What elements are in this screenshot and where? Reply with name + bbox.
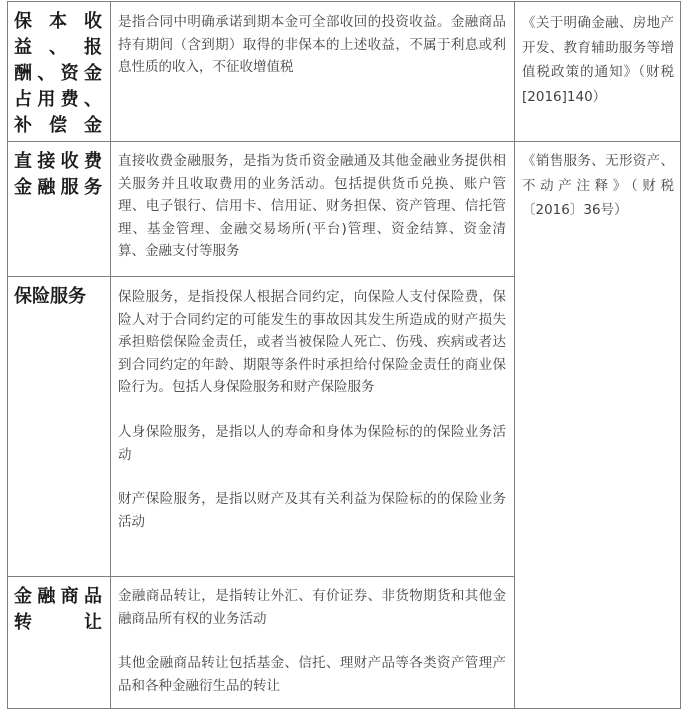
description-paragraph: 人身保险服务，是指以人的寿命和身体为保险标的的保险业务活动 xyxy=(118,423,506,463)
row-label xyxy=(14,284,106,310)
row-label-text: 保险服务 xyxy=(14,286,86,307)
row-label xyxy=(14,9,102,139)
description-paragraph: 保险服务，是指投保人根据合同约定，向保险人支付保险费，保险人对于合同约定的可能发生的事故因其发生所造成的财产损失承担赔偿保险金责任，或者当被保险人死亡、伤残、疾病或者达到合同约定的年龄、期限等条件时承担给付保险金责任的商业保险行为。包括人身保险服务和财产保险服务 xyxy=(118,289,506,396)
row-reference xyxy=(522,11,674,109)
column-divider xyxy=(514,1,515,709)
row-divider xyxy=(7,576,514,577)
row-divider xyxy=(7,276,514,277)
column-divider xyxy=(110,1,111,709)
row-label-text: 金融商品转让 xyxy=(14,586,102,633)
table-bottom-border xyxy=(7,708,680,709)
row-reference xyxy=(522,149,674,223)
row-label-text: 保本收益、报酬、资金占用费、补偿金 xyxy=(14,11,102,136)
description-paragraph: 其他金融商品转让包括基金、信托、理财产品等各类资产管理产品和各种金融衍生品的转让 xyxy=(118,655,506,694)
row-description xyxy=(118,11,506,79)
row-label xyxy=(14,584,102,636)
row-description xyxy=(118,150,506,263)
description-paragraph: 是指合同中明确承诺到期本金可全部收回的投资收益。金融商品持有期间（含到期）取得的非保本的上述收益，不属于利息或利息性质的收入，不征收增值税 xyxy=(118,14,506,76)
row-divider xyxy=(7,141,680,142)
row-description xyxy=(118,286,506,533)
description-paragraph: 金融商品转让，是指转让外汇、有价证券、非货物期货和其他金融商品所有权的业务活动 xyxy=(118,588,506,627)
table-left-border xyxy=(7,1,8,709)
row-label xyxy=(14,149,102,201)
description-paragraph: 直接收费金融服务，是指为货币资金融通及其他金融业务提供相关服务并且收取费用的业务活动。包括提供货币兑换、账户管理、电子银行、信用卡、信用证、财务担保、资产管理、信托管理、基金管理、金融交易场所(平台)管理、资金结算、资金清算、金融支付等服务 xyxy=(118,153,506,260)
reference-text: 《销售服务、无形资产、不动产注释》（财税〔2016〕36号） xyxy=(522,153,674,218)
row-label-text: 直接收费金融服务 xyxy=(14,151,102,198)
table-right-border xyxy=(680,1,681,709)
description-paragraph: 财产保险服务，是指以财产及其有关利益为保险标的的保险业务活动 xyxy=(118,491,506,530)
reference-text: 《关于明确金融、房地产开发、教育辅助服务等增值税政策的通知》（财税[2016]140） xyxy=(522,15,674,105)
row-description xyxy=(118,585,506,697)
table-top-border xyxy=(7,1,680,2)
